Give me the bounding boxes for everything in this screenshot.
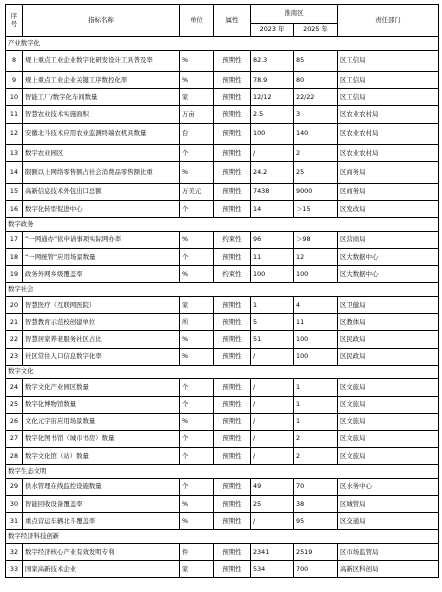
row-number: 32: [6, 544, 23, 561]
unit-cell: %: [180, 162, 214, 184]
attribute-cell: 预期性: [214, 145, 251, 162]
table-row: [6, 106, 439, 123]
row-number: 19: [6, 266, 23, 283]
unit-cell: 万亩: [180, 106, 214, 123]
indicator-name: 安徽北斗技术应用农业监测终端农机具数量: [23, 123, 180, 145]
table-row: [6, 183, 439, 200]
row-number: 15: [6, 183, 23, 200]
row-number: 22: [6, 331, 23, 348]
table-row: [6, 561, 439, 578]
row-number: 11: [6, 106, 23, 123]
indicator-name: 数字化图书馆（城市书房）数量: [23, 430, 180, 447]
table-row: [6, 430, 439, 447]
attribute-cell: 预期性: [214, 72, 251, 89]
department-cell: 区文旅局: [338, 396, 439, 413]
section-row: [6, 218, 439, 232]
value-2025: 9000: [294, 183, 338, 200]
unit-cell: 个: [180, 145, 214, 162]
indicator-name: 规上重点工业企业数字化研发设计工具普及率: [23, 50, 180, 72]
table-row: [6, 201, 439, 218]
value-2025: 100: [294, 266, 338, 283]
section-title: 数字经济科技创新: [6, 530, 439, 544]
indicator-name: 政务外网乡级覆盖率: [23, 266, 180, 283]
row-number: 13: [6, 145, 23, 162]
value-2023: 25: [251, 496, 294, 513]
table-row: [6, 478, 439, 495]
unit-cell: %: [180, 496, 214, 513]
attribute-cell: 预期性: [214, 396, 251, 413]
table-row: [6, 448, 439, 465]
unit-cell: 台: [180, 123, 214, 145]
attribute-cell: 预期性: [214, 513, 251, 530]
value-2023: /: [251, 513, 294, 530]
table-row: [6, 379, 439, 396]
header-indicator-name: 指标名称: [23, 5, 180, 37]
department-cell: 区市场监管局: [338, 544, 439, 561]
value-2023: 1: [251, 296, 294, 313]
value-2025: 2: [294, 448, 338, 465]
table-row: [6, 396, 439, 413]
value-2023: 2341: [251, 544, 294, 561]
indicator-name: “一网统管”应用场景数量: [23, 249, 180, 266]
indicator-name: 数字经济核心产业有效发明专利: [23, 544, 180, 561]
unit-cell: 个: [180, 201, 214, 218]
table-row: [6, 89, 439, 106]
department-cell: 区商务局: [338, 162, 439, 184]
header-region: 淮南区: [251, 5, 338, 24]
value-2023: /: [251, 145, 294, 162]
attribute-cell: 预期性: [214, 106, 251, 123]
value-2023: 534: [251, 561, 294, 578]
row-number: 17: [6, 231, 23, 248]
department-cell: 区营商局: [338, 231, 439, 248]
department-cell: 区发改局: [338, 201, 439, 218]
value-2025: 25: [294, 162, 338, 184]
table-row: [6, 513, 439, 530]
attribute-cell: 约束性: [214, 266, 251, 283]
section-title: 数字文化: [6, 365, 439, 379]
table-row: [6, 348, 439, 365]
indicator-name: 数字文化馆（站）数量: [23, 448, 180, 465]
table-row: [6, 544, 439, 561]
table-row: [6, 266, 439, 283]
department-cell: 区民政局: [338, 348, 439, 365]
department-cell: 区农业农村局: [338, 106, 439, 123]
row-number: 8: [6, 50, 23, 72]
unit-cell: 家: [180, 561, 214, 578]
value-2025: 140: [294, 123, 338, 145]
attribute-cell: 预期性: [214, 478, 251, 495]
department-cell: 区大数据中心: [338, 266, 439, 283]
attribute-cell: 预期性: [214, 123, 251, 145]
attribute-cell: 预期性: [214, 162, 251, 184]
value-2025: 4: [294, 296, 338, 313]
value-2025: 2519: [294, 544, 338, 561]
indicator-name: “一网通办”依申请事项实际网办率: [23, 231, 180, 248]
value-2023: /: [251, 413, 294, 430]
department-cell: 区农业农村局: [338, 123, 439, 145]
indicator-name: 规上重点工业企业关键工序数控化率: [23, 72, 180, 89]
value-2023: /: [251, 379, 294, 396]
table-row: [6, 249, 439, 266]
indicator-name: 数字农业园区: [23, 145, 180, 162]
section-title: 产业数字化: [6, 37, 439, 51]
row-number: 20: [6, 296, 23, 313]
department-cell: 区文旅局: [338, 413, 439, 430]
value-2023: 24.2: [251, 162, 294, 184]
department-cell: 区工信局: [338, 72, 439, 89]
unit-cell: %: [180, 413, 214, 430]
table-row: [6, 331, 439, 348]
value-2023: /: [251, 348, 294, 365]
indicator-name: 智能工厂/数字化车间数量: [23, 89, 180, 106]
unit-cell: 个: [180, 396, 214, 413]
unit-cell: 件: [180, 544, 214, 561]
unit-cell: 家: [180, 89, 214, 106]
value-2025: 95: [294, 513, 338, 530]
section-title: 数字社会: [6, 283, 439, 297]
indicator-name: 数字文化产业园区数量: [23, 379, 180, 396]
table-row: [6, 231, 439, 248]
indicator-name: 智慧教育示范校创建单位: [23, 314, 180, 331]
value-2025: 1: [294, 413, 338, 430]
value-2025: 100: [294, 331, 338, 348]
value-2025: 3: [294, 106, 338, 123]
unit-cell: %: [180, 266, 214, 283]
row-number: 18: [6, 249, 23, 266]
attribute-cell: 预期性: [214, 430, 251, 447]
unit-cell: %: [180, 50, 214, 72]
value-2023: 49: [251, 478, 294, 495]
department-cell: 区交通局: [338, 513, 439, 530]
unit-cell: 个: [180, 448, 214, 465]
attribute-cell: 预期性: [214, 314, 251, 331]
table-row: [6, 123, 439, 145]
section-title: 数字政务: [6, 218, 439, 232]
value-2025: 2: [294, 145, 338, 162]
table-header: [6, 5, 439, 37]
value-2023: 100: [251, 123, 294, 145]
indicator-name: 社区常住人口信息数字化率: [23, 348, 180, 365]
row-number: 24: [6, 379, 23, 396]
department-cell: 区文旅局: [338, 430, 439, 447]
attribute-cell: 预期性: [214, 496, 251, 513]
unit-cell: 个: [180, 430, 214, 447]
row-number: 30: [6, 496, 23, 513]
header-year-2023: 2023 年: [251, 24, 294, 37]
section-row: [6, 283, 439, 297]
row-number: 12: [6, 123, 23, 145]
attribute-cell: 预期性: [214, 201, 251, 218]
indicator-name: 重点营运车辆北斗覆盖率: [23, 513, 180, 530]
table-body: [6, 37, 439, 578]
value-2023: 14: [251, 201, 294, 218]
attribute-cell: 预期性: [214, 561, 251, 578]
department-cell: 区工信局: [338, 50, 439, 72]
indicator-name: 高新信息技术外包出口总额: [23, 183, 180, 200]
value-2023: 5: [251, 314, 294, 331]
department-cell: 区城管局: [338, 496, 439, 513]
table-row: [6, 162, 439, 184]
value-2025: 2: [294, 430, 338, 447]
value-2023: 12/12: [251, 89, 294, 106]
table-row: [6, 50, 439, 72]
value-2023: /: [251, 448, 294, 465]
unit-cell: 家: [180, 296, 214, 313]
value-2023: 51: [251, 331, 294, 348]
department-cell: 区水务中心: [338, 478, 439, 495]
unit-cell: 个: [180, 478, 214, 495]
value-2025: 100: [294, 348, 338, 365]
department-cell: 高新区科创局: [338, 561, 439, 578]
attribute-cell: 预期性: [214, 413, 251, 430]
attribute-cell: 预期性: [214, 348, 251, 365]
unit-cell: 个: [180, 379, 214, 396]
attribute-cell: 预期性: [214, 331, 251, 348]
value-2023: 100: [251, 266, 294, 283]
value-2025: ＞98: [294, 231, 338, 248]
value-2023: 96: [251, 231, 294, 248]
indicator-name: 智慧居家养老服务社区占比: [23, 331, 180, 348]
table-row: [6, 413, 439, 430]
department-cell: 区民政局: [338, 331, 439, 348]
value-2025: 80: [294, 72, 338, 89]
row-number: 25: [6, 396, 23, 413]
department-cell: 区文旅局: [338, 379, 439, 396]
value-2023: 2.5: [251, 106, 294, 123]
department-cell: 区商务局: [338, 183, 439, 200]
row-number: 28: [6, 448, 23, 465]
row-number: 29: [6, 478, 23, 495]
row-number: 31: [6, 513, 23, 530]
header-no: 序号: [6, 5, 23, 37]
section-row: [6, 465, 439, 479]
indicator-name: 数字化博物馆数量: [23, 396, 180, 413]
indicator-name: 限额以上网络零售额占社会消费品零售额比重: [23, 162, 180, 184]
header-unit: 单位: [180, 5, 214, 37]
indicator-name: 国家高新技术企业: [23, 561, 180, 578]
header-attribute: 属性: [214, 5, 251, 37]
attribute-cell: 预期性: [214, 544, 251, 561]
unit-cell: 个: [180, 249, 214, 266]
header-department: 责任部门: [338, 5, 439, 37]
value-2023: /: [251, 430, 294, 447]
attribute-cell: 预期性: [214, 448, 251, 465]
unit-cell: %: [180, 72, 214, 89]
value-2025: 700: [294, 561, 338, 578]
section-row: [6, 365, 439, 379]
indicator-name: 智慧医疗（互联网医院）: [23, 296, 180, 313]
attribute-cell: 预期性: [214, 183, 251, 200]
value-2025: ＞15: [294, 201, 338, 218]
unit-cell: %: [180, 513, 214, 530]
row-number: 23: [6, 348, 23, 365]
attribute-cell: 预期性: [214, 379, 251, 396]
row-number: 14: [6, 162, 23, 184]
table-row: [6, 72, 439, 89]
unit-cell: %: [180, 331, 214, 348]
value-2025: 85: [294, 50, 338, 72]
row-number: 26: [6, 413, 23, 430]
value-2025: 38: [294, 496, 338, 513]
value-2023: 82.3: [251, 50, 294, 72]
indicator-table: [5, 4, 439, 578]
department-cell: 区卫健局: [338, 296, 439, 313]
department-cell: 区教体局: [338, 314, 439, 331]
indicator-name: 智能回收设备覆盖率: [23, 496, 180, 513]
row-number: 10: [6, 89, 23, 106]
header-year-2025: 2025 年: [294, 24, 338, 37]
table-row: [6, 296, 439, 313]
row-number: 27: [6, 430, 23, 447]
table-row: [6, 145, 439, 162]
value-2025: 70: [294, 478, 338, 495]
value-2025: 1: [294, 396, 338, 413]
indicator-name: 文化元宇宙应用场景数量: [23, 413, 180, 430]
row-number: 21: [6, 314, 23, 331]
department-cell: 区农业农村局: [338, 145, 439, 162]
value-2023: /: [251, 396, 294, 413]
unit-cell: %: [180, 348, 214, 365]
department-cell: 区文旅局: [338, 448, 439, 465]
section-row: [6, 530, 439, 544]
value-2025: 12: [294, 249, 338, 266]
attribute-cell: 预期性: [214, 296, 251, 313]
indicator-name: 供水管理在线监控设施数量: [23, 478, 180, 495]
section-title: 数字生态文明: [6, 465, 439, 479]
value-2023: 78.9: [251, 72, 294, 89]
attribute-cell: 预期性: [214, 249, 251, 266]
indicator-name: 智慧农业技术实施面积: [23, 106, 180, 123]
department-cell: 区工信局: [338, 89, 439, 106]
attribute-cell: 约束性: [214, 231, 251, 248]
attribute-cell: 预期性: [214, 89, 251, 106]
value-2023: 11: [251, 249, 294, 266]
table-row: [6, 496, 439, 513]
value-2025: 22/22: [294, 89, 338, 106]
table-row: [6, 314, 439, 331]
department-cell: 区大数据中心: [338, 249, 439, 266]
unit-cell: 所: [180, 314, 214, 331]
row-number: 9: [6, 72, 23, 89]
indicator-name: 数字化转型促进中心: [23, 201, 180, 218]
attribute-cell: 预期性: [214, 50, 251, 72]
value-2025: 11: [294, 314, 338, 331]
section-row: [6, 37, 439, 51]
value-2025: 1: [294, 379, 338, 396]
row-number: 16: [6, 201, 23, 218]
unit-cell: 万美元: [180, 183, 214, 200]
unit-cell: %: [180, 231, 214, 248]
value-2023: 7438: [251, 183, 294, 200]
row-number: 33: [6, 561, 23, 578]
